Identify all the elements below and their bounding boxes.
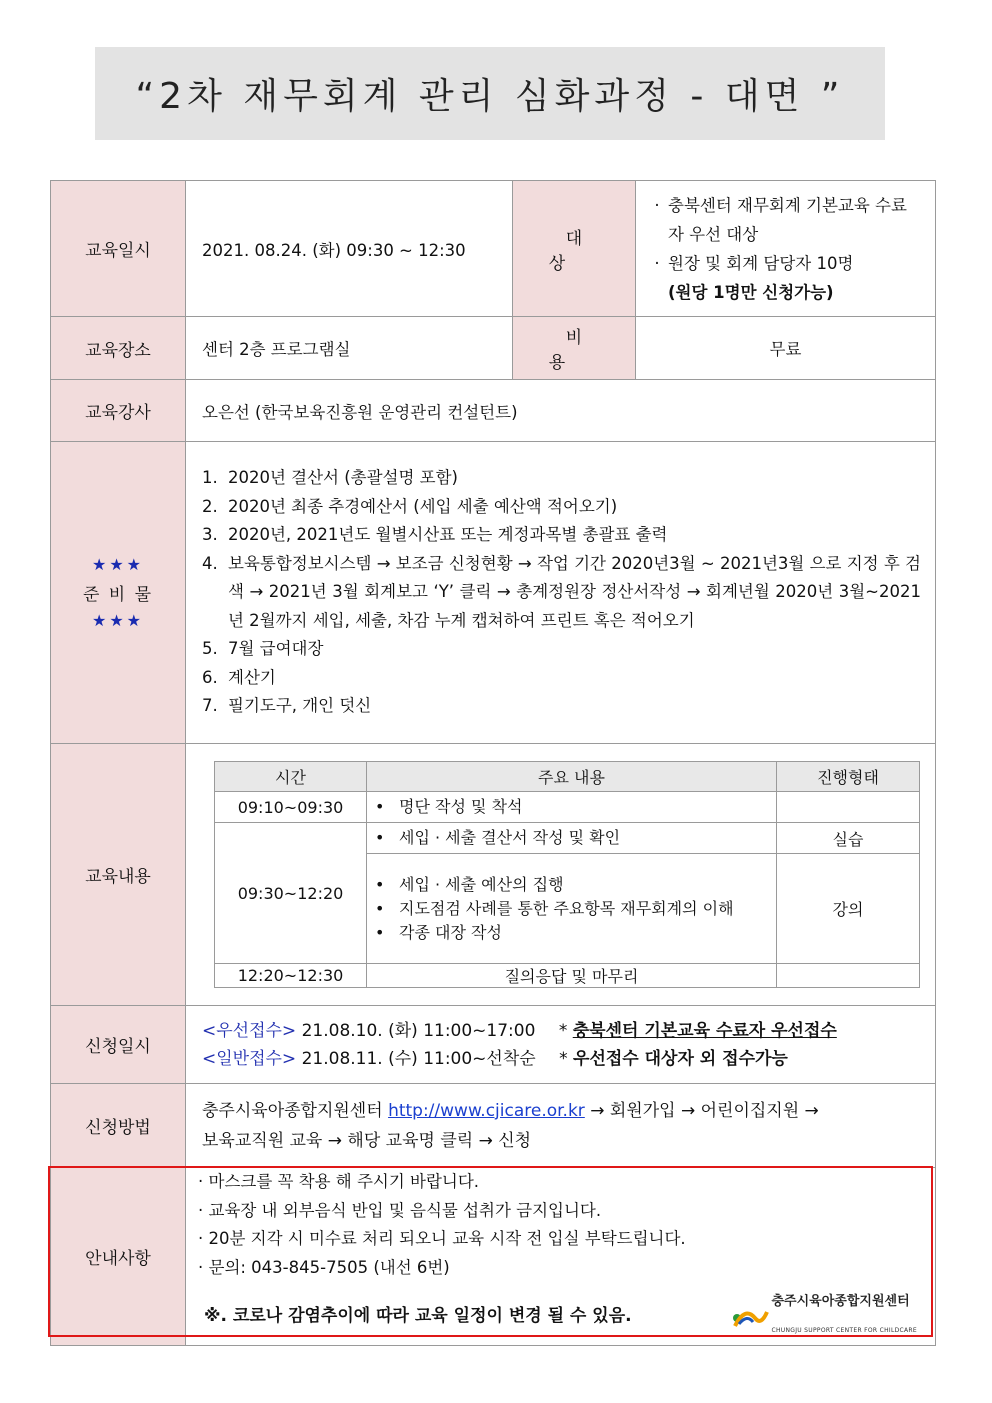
- prep-item: 4. 보육통합정보시스템 → 보조금 신청현황 → 작업 기간 2020년3월 ~ 2021년3월 으로 지정 후 검색 → 2021년 3월 회계보고 ‘Y’ 클릭 → 총계정원장 정산서작성 → 회계년월 2020년 3월~2021년 2월까지 세입, 세출, 차감 누계 캡쳐하여 프린트 혹은 적어오기: [202, 553, 921, 630]
- row-prep: [51, 442, 936, 744]
- place-value: 센터 2층 프로그램실: [186, 317, 513, 380]
- apply-cell: [186, 1006, 936, 1084]
- lecturer-value: 오은선 (한국보육진흥원 운영관리 컨설턴트): [186, 380, 936, 442]
- method-cell: [186, 1084, 936, 1168]
- target-item: · 원장 및 회계 담당자 10명: [654, 253, 854, 273]
- title-banner: [95, 47, 885, 140]
- logo-icon: [731, 1304, 769, 1330]
- row-apply: [51, 1006, 936, 1084]
- center-logo: [731, 1288, 917, 1345]
- notice-item: · 문의: 043-845-7505 (내선 6번): [198, 1257, 450, 1277]
- row-lecturer: [51, 380, 936, 442]
- notice-item: · 교육장 내 외부음식 반입 및 음식물 섭취가 금지입니다.: [198, 1200, 602, 1220]
- schedule-table: [214, 761, 920, 988]
- page-title: “2차 재무회계 관리 심화과정 - 대면 ”: [135, 76, 845, 117]
- logo-name: 충주시육아종합지원센터: [771, 1294, 910, 1309]
- fee-label: 비 용: [513, 317, 636, 380]
- fee-value: 무료: [636, 317, 936, 380]
- apply-general: <일반접수> 21.08.11. (수) 11:00~선착순 * 우선접수 대상자 외 접수가능: [202, 1048, 788, 1069]
- prep-item: 6. 계산기: [202, 667, 276, 687]
- apply-priority: <우선접수> 21.08.10. (화) 11:00~17:00 * 충북센터 기본교육 수료자 우선접수: [202, 1020, 837, 1041]
- apply-label: 신청일시: [51, 1006, 186, 1084]
- notice-cell: [186, 1168, 936, 1346]
- logo-sub: CHUNGJU SUPPORT CENTER FOR CHILDCARE: [771, 1326, 917, 1334]
- center-link[interactable]: http://www.cjicare.or.kr: [388, 1100, 585, 1121]
- date-value: 2021. 08.24. (화) 09:30 ~ 12:30: [186, 181, 513, 317]
- star-icons: ★★★: [91, 611, 145, 630]
- prep-item: 5. 7월 급여대장: [202, 639, 324, 659]
- target-label: 대 상: [513, 181, 636, 317]
- prep-label-cell: [51, 442, 186, 744]
- table-row: 09:30~12:20 • 세입 · 세출 결산서 작성 및 확인 실습: [215, 823, 920, 854]
- content-cell: [186, 744, 936, 1006]
- method-text: 충주시육아종합지원센터: [202, 1100, 383, 1121]
- prep-item: 7. 필기도구, 개인 덧신: [202, 696, 372, 716]
- prep-label: 준 비 물: [82, 585, 154, 605]
- row-content: [51, 744, 936, 1006]
- prep-item: 1. 2020년 결산서 (총괄설명 포함): [202, 468, 458, 488]
- row-place: [51, 317, 936, 380]
- info-table: [50, 180, 936, 1346]
- date-label: 교육일시: [51, 181, 186, 317]
- table-row: 09:10~09:30 • 명단 작성 및 착석: [215, 792, 920, 823]
- schedule-header: 시간 주요 내용 진행형태: [215, 762, 920, 792]
- row-method: [51, 1084, 936, 1168]
- target-item: · 충북센터 재무회계 기본교육 수료자 우선 대상: [654, 195, 907, 244]
- table-row: 12:20~12:30 질의응답 및 마무리: [215, 964, 920, 988]
- notice-item: · 마스크를 꼭 착용 해 주시기 바랍니다.: [198, 1172, 480, 1191]
- prep-item: 3. 2020년, 2021년도 월별시산표 또는 계정과목별 총괄표 출력: [202, 525, 668, 545]
- place-label: 교육장소: [51, 317, 186, 380]
- notice-item: · 20분 지각 시 미수료 처리 되오니 교육 시작 전 입실 부탁드립니다.: [198, 1229, 686, 1248]
- row-date: [51, 181, 936, 317]
- content-label: 교육내용: [51, 744, 186, 1006]
- lecturer-label: 교육강사: [51, 380, 186, 442]
- notice-warning: ※. 코로나 감염추이에 따라 교육 일정이 변경 될 수 있음.: [204, 1306, 632, 1327]
- method-text: 보육교직원 교육 → 해당 교육명 클릭 → 신청: [202, 1130, 532, 1151]
- prep-list: [186, 442, 936, 744]
- target-cell: [636, 181, 936, 317]
- notice-label: 안내사항: [51, 1168, 186, 1346]
- row-notice: [51, 1168, 936, 1346]
- method-label: 신청방법: [51, 1084, 186, 1168]
- table-row: • 세입 · 세출 예산의 집행 • 지도점검 사례를 통한 주요항목 재무회계의 이해 • 각종 대장 작성 강의: [215, 854, 920, 964]
- target-note: (원당 1명만 신청가능): [668, 282, 834, 302]
- star-icons: ★★★: [91, 555, 145, 574]
- prep-item: 2. 2020년 최종 추경예산서 (세입 세출 예산액 적어오기): [202, 496, 618, 516]
- method-text: → 회원가입 → 어린이집지원 →: [590, 1100, 819, 1121]
